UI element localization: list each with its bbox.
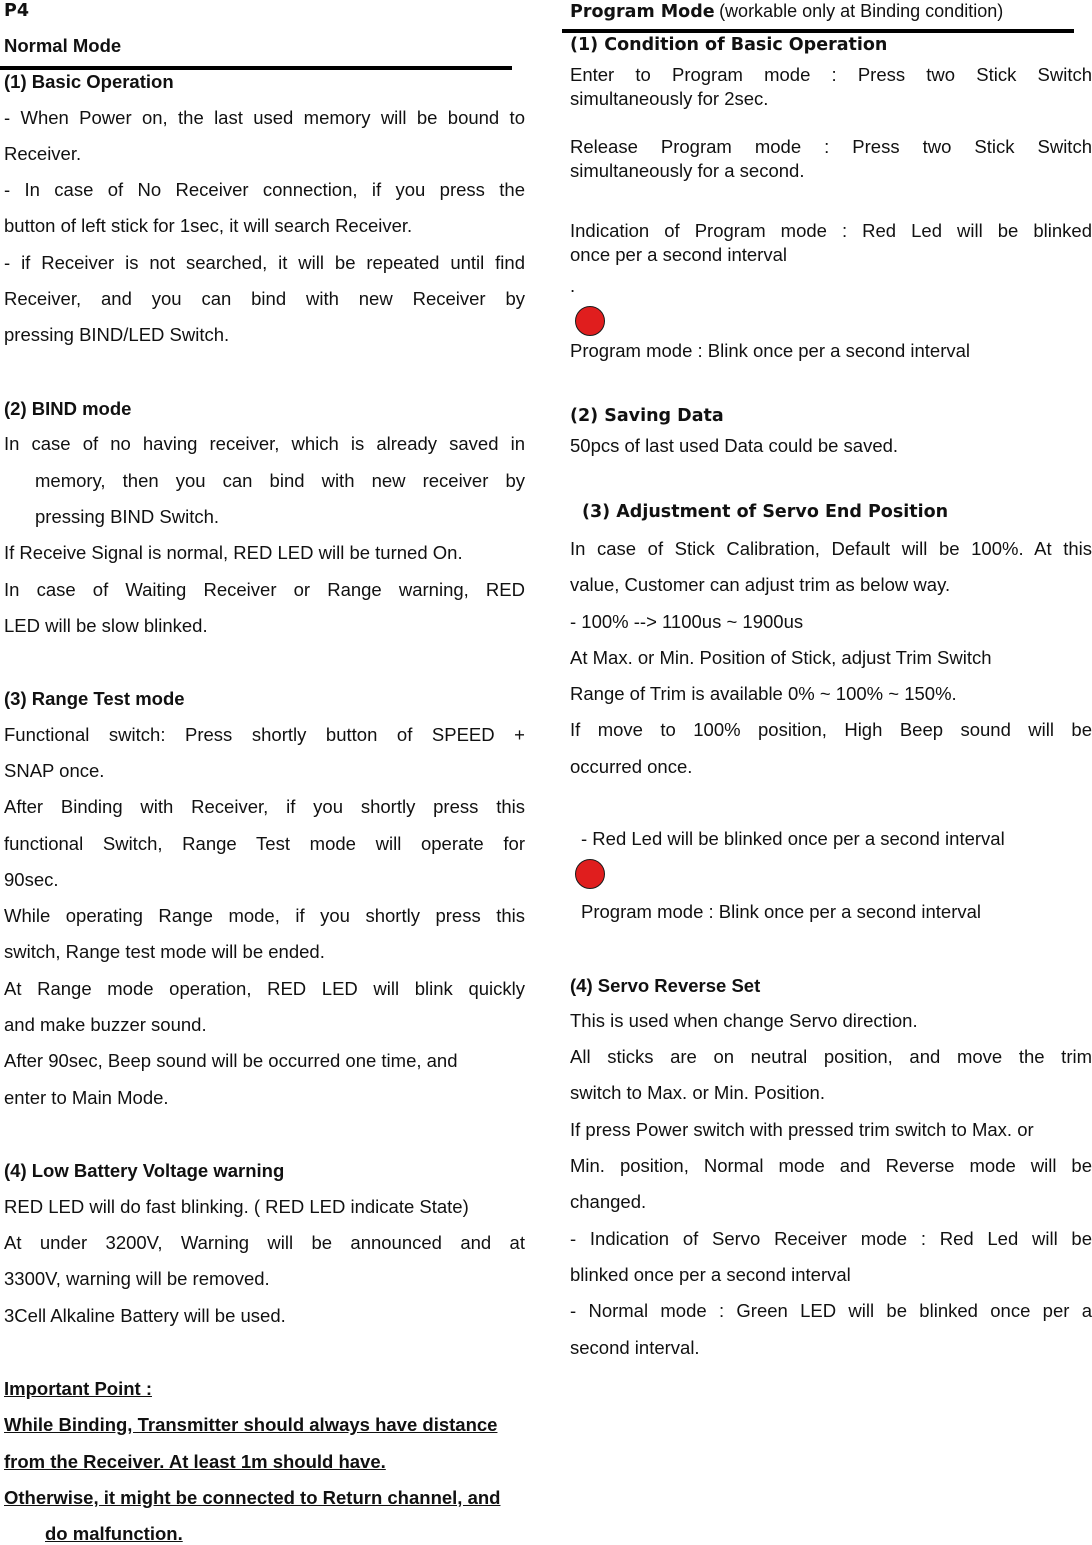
servo-end-line: Range of Trim is available 0% ~ 100% ~ 150%. bbox=[570, 683, 957, 704]
bind-mode-line: LED will be slow blinked. bbox=[4, 615, 208, 636]
servo-reverse-line: This is used when change Servo direction. bbox=[570, 1010, 918, 1031]
range-test-line: functional Switch, Range Test mode will operate for bbox=[4, 833, 525, 854]
range-test-line: 90sec. bbox=[4, 869, 59, 890]
basic-op-line: Receiver, and you can bind with new Receiver by bbox=[4, 288, 525, 309]
range-test-line: After Binding with Receiver, if you shortly press this bbox=[4, 796, 525, 817]
servo-end-led-note: - Red Led will be blinked once per a second interval bbox=[581, 828, 1005, 849]
range-test-line: At Range mode operation, RED LED will blink quickly bbox=[4, 978, 525, 999]
range-test-line: Functional switch: Press shortly button of SPEED + bbox=[4, 724, 525, 745]
servo-reverse-line: switch to Max. or Min. Position. bbox=[570, 1082, 825, 1103]
indication-dot: . bbox=[570, 275, 576, 296]
important-line: While Binding, Transmitter should always have distance bbox=[4, 1414, 498, 1435]
indication-line: once per a second interval bbox=[570, 244, 787, 265]
basic-op-line: Receiver. bbox=[4, 143, 82, 164]
enter-program-line: Enter to Program mode : Press two Stick Switch bbox=[570, 64, 1092, 85]
basic-op-line: - When Power on, the last used memory will be bound to bbox=[4, 107, 525, 128]
program-mode-title-note: (workable only at Binding condition) bbox=[719, 1, 1004, 21]
enter-program-line: simultaneously for 2sec. bbox=[570, 88, 769, 109]
range-test-line: SNAP once. bbox=[4, 760, 105, 781]
important-line: from the Receiver. At least 1m should have. bbox=[4, 1451, 386, 1472]
low-battery-line: 3300V, warning will be removed. bbox=[4, 1268, 270, 1289]
range-test-line: After 90sec, Beep sound will be occurred one time, and bbox=[4, 1050, 458, 1071]
range-test-heading: (3) Range Test mode bbox=[4, 688, 185, 709]
bind-mode-line: If Receive Signal is normal, RED LED will be turned On. bbox=[4, 542, 463, 563]
condition-heading: (1) Condition of Basic Operation bbox=[570, 35, 888, 55]
basic-op-line: button of left stick for 1sec, it will search Receiver. bbox=[4, 215, 413, 236]
release-program-line: Release Program mode : Press two Stick Switch bbox=[570, 136, 1092, 157]
normal-mode-title: Normal Mode bbox=[4, 35, 122, 56]
servo-end-line: occurred once. bbox=[570, 756, 693, 777]
bind-mode-line: pressing BIND Switch. bbox=[35, 506, 220, 527]
program-mode-title-bold: Program Mode bbox=[570, 2, 715, 22]
servo-reverse-line: All sticks are on neutral position, and move the trim bbox=[570, 1046, 1092, 1067]
low-battery-line: RED LED will do fast blinking. ( RED LED indicate State) bbox=[4, 1196, 469, 1217]
servo-end-line: At Max. or Min. Position of Stick, adjust Trim Switch bbox=[570, 647, 992, 668]
servo-reverse-line: - Normal mode : Green LED will be blinked once per a bbox=[570, 1300, 1092, 1321]
red-led-icon bbox=[575, 306, 605, 336]
saving-data-heading: (2) Saving Data bbox=[570, 406, 724, 426]
range-test-line: and make buzzer sound. bbox=[4, 1014, 207, 1035]
bind-mode-heading: (2) BIND mode bbox=[4, 398, 132, 419]
bind-mode-line: In case of no having receiver, which is already saved in bbox=[4, 433, 525, 454]
saving-data-text: 50pcs of last used Data could be saved. bbox=[570, 435, 899, 456]
servo-end-heading: (3) Adjustment of Servo End Position bbox=[582, 502, 949, 522]
bind-mode-line: In case of Waiting Receiver or Range warning, RED bbox=[4, 579, 525, 600]
servo-end-line: In case of Stick Calibration, Default will be 100%. At this bbox=[570, 538, 1092, 559]
servo-reverse-line: blinked once per a second interval bbox=[570, 1264, 851, 1285]
indication-line: Indication of Program mode : Red Led will be blinked bbox=[570, 220, 1092, 241]
important-line: do malfunction. bbox=[45, 1523, 183, 1544]
red-led-icon bbox=[575, 859, 605, 889]
low-battery-line: At under 3200V, Warning will be announced and at bbox=[4, 1232, 525, 1253]
range-test-line: While operating Range mode, if you shortly press this bbox=[4, 905, 525, 926]
low-battery-line: 3Cell Alkaline Battery will be used. bbox=[4, 1305, 286, 1326]
servo-reverse-line: changed. bbox=[570, 1191, 647, 1212]
page-label: P4 bbox=[4, 1, 30, 21]
basic-operation-heading: (1) Basic Operation bbox=[4, 71, 174, 92]
low-battery-heading: (4) Low Battery Voltage warning bbox=[4, 1160, 285, 1181]
important-heading: Important Point : bbox=[4, 1378, 152, 1399]
servo-reverse-line: second interval. bbox=[570, 1337, 700, 1358]
basic-op-line: pressing BIND/LED Switch. bbox=[4, 324, 230, 345]
servo-end-caption: Program mode : Blink once per a second interval bbox=[581, 901, 982, 922]
right-title-rule bbox=[562, 29, 1074, 33]
program-mode-title bbox=[570, 0, 1003, 24]
servo-reverse-line: Min. position, Normal mode and Reverse mode will be bbox=[570, 1155, 1092, 1176]
range-test-line: switch, Range test mode will be ended. bbox=[4, 941, 325, 962]
servo-reverse-line: - Indication of Servo Receiver mode : Red Led will be bbox=[570, 1228, 1092, 1249]
servo-end-line: value, Customer can adjust trim as below way. bbox=[570, 574, 951, 595]
left-title-rule bbox=[0, 66, 512, 70]
servo-end-line: If move to 100% position, High Beep sound will be bbox=[570, 719, 1092, 740]
important-line: Otherwise, it might be connected to Return channel, and bbox=[4, 1487, 501, 1508]
servo-reverse-line: If press Power switch with pressed trim switch to Max. or bbox=[570, 1119, 1034, 1140]
basic-op-line: - if Receiver is not searched, it will be repeated until find bbox=[4, 252, 525, 273]
basic-op-line: - In case of No Receiver connection, if you press the bbox=[4, 179, 525, 200]
servo-end-line: - 100% --> 1100us ~ 1900us bbox=[570, 611, 804, 632]
servo-reverse-heading: (4) Servo Reverse Set bbox=[570, 975, 761, 996]
program-mode-caption: Program mode : Blink once per a second interval bbox=[570, 340, 971, 361]
bind-mode-line: memory, then you can bind with new receiver by bbox=[35, 470, 525, 491]
range-test-line: enter to Main Mode. bbox=[4, 1087, 169, 1108]
release-program-line: simultaneously for a second. bbox=[570, 160, 805, 181]
